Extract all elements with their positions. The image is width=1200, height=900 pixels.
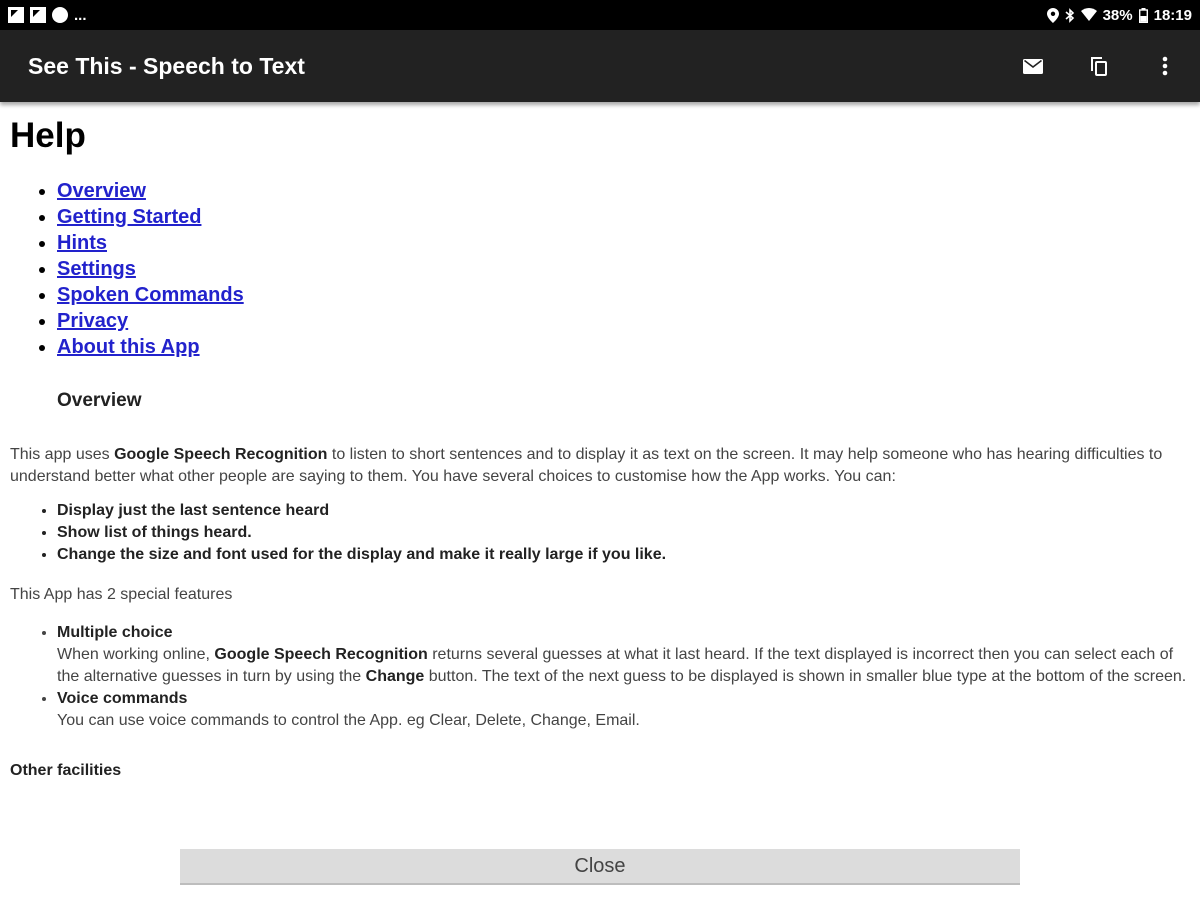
- copy-icon: [1090, 56, 1108, 77]
- feature-title: • Voice commands: [57, 690, 188, 707]
- page-title: Help: [10, 116, 86, 155]
- intro-text: This app uses: [10, 446, 115, 463]
- features-list: [10, 622, 1190, 732]
- toc-item: [57, 178, 1190, 204]
- toc-item: [57, 204, 1190, 230]
- email-icon: [1023, 59, 1043, 74]
- feature-bold-text: Google Speech Recognition: [214, 646, 428, 663]
- feature-text: returns several guesses at what it last heard. If the text displayed is incorrect then you can select each of the alternative guesses in turn by using the: [57, 646, 1174, 685]
- help-content[interactable]: [0, 102, 1200, 830]
- feature-text: button. The text of the next guess to be displayed is shown in smaller blue type at the bottom of the screen.: [424, 668, 1187, 685]
- app-title: See This - Speech to Text: [28, 52, 305, 79]
- battery-percent: 38%: [1102, 6, 1133, 24]
- battery-icon: [1139, 8, 1148, 23]
- app-bar: [0, 30, 1200, 102]
- toc-item: [57, 308, 1190, 334]
- status-more-text: ...: [74, 6, 87, 24]
- toc-link-settings[interactable]: Settings: [57, 258, 136, 280]
- copy-button[interactable]: [1086, 53, 1112, 79]
- feature-text: When working online,: [57, 646, 215, 663]
- status-bar: [0, 0, 1200, 30]
- clock: 18:19: [1153, 6, 1192, 24]
- feature-bold-text: Change: [365, 668, 425, 685]
- circle-app-icon: [52, 7, 68, 23]
- toc-link-spoken-commands[interactable]: Spoken Commands: [57, 284, 244, 306]
- feature-title: • Multiple choice: [57, 624, 173, 641]
- features-intro: This App has 2 special features: [10, 586, 233, 603]
- list-item: • Change the size and font used for the display and make it really large if you like.: [57, 544, 1190, 566]
- list-item: [57, 622, 1190, 688]
- intro-bold-text: Google Speech Recognition: [114, 446, 328, 463]
- toc-item: [57, 334, 1190, 360]
- app-actions: [1020, 53, 1178, 79]
- list-item: [57, 688, 1190, 732]
- status-right: [1047, 7, 1192, 24]
- close-button[interactable]: Close: [180, 849, 1020, 885]
- notification-icon: [30, 7, 46, 23]
- toc-item: [57, 256, 1190, 282]
- toc-item: [57, 230, 1190, 256]
- toc-link-hints[interactable]: Hints: [57, 232, 107, 254]
- list-item: • Show list of things heard.: [57, 522, 1190, 544]
- more-vert-icon: [1162, 56, 1168, 76]
- section-heading-overview: Overview: [57, 390, 142, 411]
- toc-link-privacy[interactable]: Privacy: [57, 310, 129, 332]
- toc-link-getting-started[interactable]: Getting Started: [57, 206, 202, 228]
- intro-paragraph: [10, 444, 1190, 488]
- toc-link-overview[interactable]: Overview: [57, 180, 146, 202]
- footer: [0, 830, 1200, 900]
- toc-item: [57, 282, 1190, 308]
- section-heading-other: Other facilities: [10, 762, 122, 779]
- intro-text: to listen to short sentences and to display it as text on the screen. It may help someone who has hearing difficulties to understand better what other people are saying to them. You have several choices to customise how the App works. You can:: [10, 446, 1163, 485]
- status-left: [8, 7, 87, 24]
- bluetooth-icon: [1065, 8, 1075, 23]
- toc-link-about[interactable]: About this App: [57, 336, 200, 358]
- table-of-contents: [10, 178, 1190, 360]
- wifi-icon: [1081, 8, 1097, 22]
- feature-text: You can use voice commands to control the App. eg Clear, Delete, Change, Email.: [57, 712, 640, 729]
- notification-icon: [8, 7, 24, 23]
- choices-list: [10, 500, 1190, 566]
- more-options-button[interactable]: [1152, 53, 1178, 79]
- email-button[interactable]: [1020, 53, 1046, 79]
- location-icon: [1047, 8, 1059, 23]
- list-item: • Display just the last sentence heard: [57, 500, 1190, 522]
